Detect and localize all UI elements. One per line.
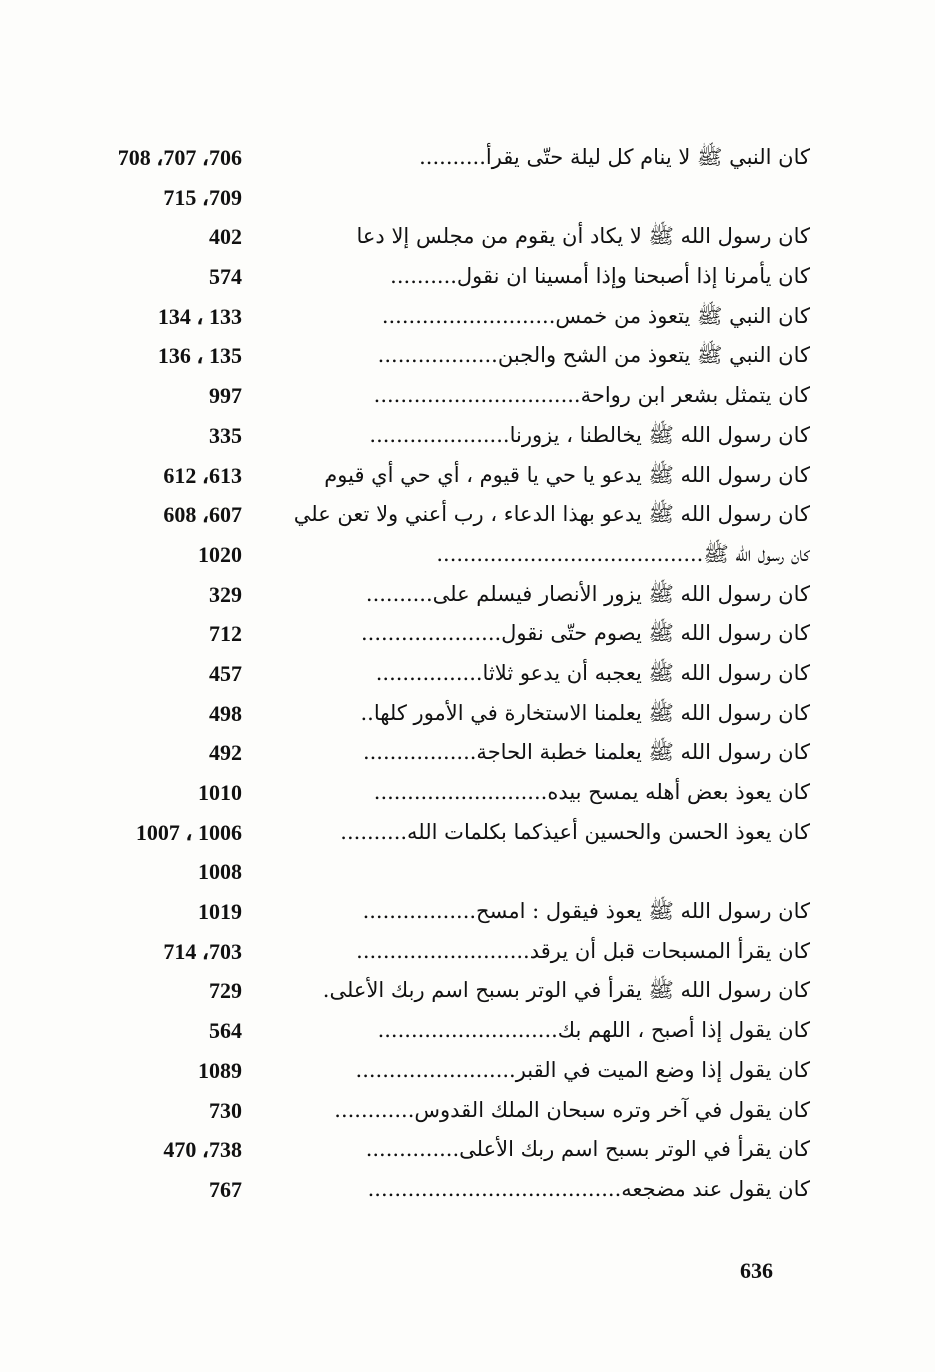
entry-page-refs: 1006 ، 1007 [135, 819, 242, 845]
index-entry [40, 297, 810, 337]
entry-text: كان النبي ﷺ يتعوذ من الشح والجبن.................. [377, 343, 810, 368]
index-entry [40, 1170, 810, 1210]
index-entry [40, 535, 810, 575]
entry-page-refs: 1089 [198, 1057, 242, 1083]
entry-text: كان يعوذ الحسن والحسين أعيذكما بكلمات الله.......... [340, 819, 810, 844]
page-number: 636 [740, 1258, 773, 1283]
entry-page-refs: 457 [209, 660, 242, 686]
index-entry [40, 852, 810, 892]
index-entry [40, 495, 810, 535]
index-entry [40, 376, 810, 416]
entry-page-refs: 1019 [198, 899, 242, 925]
entry-page-refs: 335 [209, 422, 242, 448]
entry-page-refs: 492 [209, 740, 242, 766]
index-entry [40, 773, 810, 813]
index-entry [40, 257, 810, 297]
entry-page-refs: 997 [209, 383, 242, 409]
index-entry [40, 336, 810, 376]
entry-text: كان يعوذ بعض أهله يمسح بيده.......................... [373, 780, 810, 804]
index-entry [40, 654, 810, 694]
entry-text: كان رسول الله ﷺ يعلمنا خطبة الحاجة................. [362, 740, 810, 765]
index-entry [40, 971, 810, 1011]
entry-text: كان رسول الله ﷺ يدعو بهذا الدعاء ، رب أعني ولا تعن علي [293, 502, 810, 527]
entry-page-refs: 730 [209, 1097, 242, 1123]
entry-text: كان رسول الله ﷺ يزور الأنصار فيسلم على.......... [365, 581, 810, 606]
entry-text: كان رسول الله ﷺ يخالطنا ، يزورنا..................... [369, 422, 810, 447]
entry-text: كان رسول الله ﷺ يقرأ في الوتر بسبح اسم ربك الأعلى. [322, 978, 810, 1003]
entry-page-refs: 703، 714 [163, 938, 242, 964]
entry-page-refs: 729 [209, 978, 242, 1004]
entry-text: كان يقول إذا أصبح ، اللهم بك........................... [377, 1018, 810, 1043]
entry-text: كان يقول في آخر وتره سبحان الملك القدوس............ [334, 1097, 810, 1122]
index-entry [40, 892, 810, 932]
index-entries [40, 138, 810, 1210]
index-entry [40, 416, 810, 456]
entry-page-refs: 498 [209, 700, 242, 726]
entry-text: كان يقول عند مضجعه...................................... [367, 1176, 810, 1201]
entry-page-refs: 767 [209, 1176, 242, 1202]
entry-page-refs: 133 ، 134 [157, 303, 242, 329]
entry-text: كان يقرأ المسبحات قبل أن يرقد.......................... [356, 938, 810, 963]
entry-text: كان رسول الله ﷺ يدعو يا حي يا قيوم ، أي حي أي قيوم [324, 462, 810, 487]
entry-page-refs: 1008 [198, 859, 242, 885]
entry-page-refs: 712 [209, 621, 242, 647]
entry-page-refs: 564 [209, 1018, 242, 1044]
entry-page-refs: 135 ، 136 [157, 343, 242, 369]
entry-page-refs: 402 [209, 224, 242, 250]
entry-page-refs: 709، 715 [163, 184, 242, 210]
entry-text: كان رسول الله ﷺ يعوذ فيقول : امسح................. [362, 899, 810, 924]
index-entry [40, 1091, 810, 1131]
index-entry [40, 694, 810, 734]
index-entry [40, 813, 810, 853]
entry-page-refs: 607، 608 [163, 502, 242, 528]
entry-text: كان رسول الله ﷺ يعجبه أن يدعو ثلاثا................ [375, 660, 810, 685]
entry-page-refs: 706، 707، 708 [117, 145, 242, 170]
entry-text: كان رسول الله ﷺ يعلمنا الاستخارة في الأمور كلها.. [360, 700, 810, 725]
index-entry [40, 614, 810, 654]
entry-text: كان يقول إذا وضع الميت في القبر........................ [355, 1057, 810, 1082]
entry-text: كان يأمرنا إذا أصبحنا وإذا أمسينا ان نقول.......... [390, 264, 810, 289]
entry-text: كان رسول الله ﷺ لا يكاد أن يقوم من مجلس إلا دعا [356, 224, 810, 249]
entry-page-refs: 1020 [198, 541, 242, 567]
index-entry [40, 1130, 810, 1170]
entry-text: كان رسول الله ﷺ........................................ [436, 541, 810, 566]
index-entry [40, 456, 810, 496]
entry-page-refs: 1010 [198, 780, 242, 805]
index-entry [40, 138, 810, 178]
index-entry [40, 575, 810, 615]
entry-page-refs: 738، 470 [163, 1137, 242, 1163]
entry-text: كان يتمثل بشعر ابن رواحة............................... [373, 383, 810, 408]
entry-text: كان رسول الله ﷺ يصوم حتّى نقول..................... [360, 621, 810, 646]
entry-text: كان يقرأ في الوتر بسبح اسم ربك الأعلى.............. [365, 1137, 810, 1162]
index-entry [40, 1011, 810, 1051]
entry-page-refs: 613، 612 [163, 462, 242, 488]
index-entry [40, 932, 810, 972]
index-entry [40, 217, 810, 257]
entry-text: كان النبي ﷺ لا ينام كل ليلة حتّى يقرأ.......... [419, 145, 810, 169]
index-entry [40, 1051, 810, 1091]
entry-text: كان النبي ﷺ يتعوذ من خمس.......................... [381, 303, 810, 328]
index-entry [40, 733, 810, 773]
entry-page-refs: 574 [209, 264, 242, 290]
index-entry [40, 178, 810, 218]
entry-page-refs: 329 [209, 581, 242, 607]
